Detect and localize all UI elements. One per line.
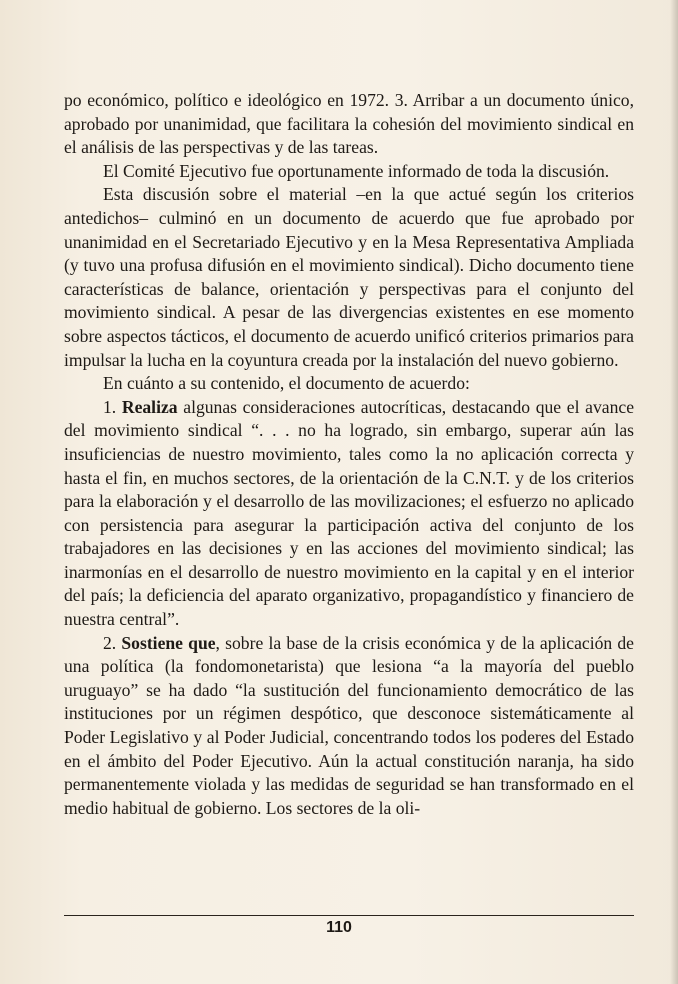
list-number: 2.: [103, 632, 122, 653]
paragraph-text: El Comité Ejecutivo fue oportunamente informado de toda la discusión.: [103, 160, 610, 181]
paragraph-text: En cuánto a su contenido, el documento de acuerdo:: [103, 373, 470, 394]
page-edge-shadow: [670, 0, 678, 984]
emphasized-verb: Realiza: [121, 396, 178, 417]
paragraph-1: [64, 89, 634, 160]
paragraph-6: [64, 632, 634, 821]
paragraph-text: Esta discusión sobre el material –en la que actué según los criterios antedichos– culminó en un documento de acuerdo que fue aprobado por unanimidad en el Secretariado Ejecutivo y en la Mesa Representativa Ampliada (y tuvo una profusa difusión en el movimiento sindical). Dicho documento tiene características de balance, orientación y perspectivas para el conjunto del movimiento sindical. A pesar de las divergencias existentes en ese momento sobre aspectos tácticos, el documento de acuerdo unificó criterios primarios para impulsar la lucha en la coyuntura creada por la instalación del nuevo gobierno.: [64, 184, 634, 370]
paragraph-2: [64, 160, 634, 184]
paragraph-3: [64, 183, 634, 372]
emphasized-verb: Sostiene que: [121, 632, 216, 653]
paragraph-4: [64, 372, 634, 396]
page-number: 110: [326, 919, 352, 936]
paragraph-text: po económico, político e ideológico en 1972. 3. Arribar a un documento único, aprobado por unanimidad, que facilitara la cohesión del movimiento sindical en el análisis de las perspectivas y de las tareas.: [64, 90, 634, 158]
footer-rule: [64, 915, 634, 916]
paragraph-text: , sobre la base de la crisis económica y de la aplicación de una política (la fondomonetarista) que lesiona “a la mayoría del pueblo uruguayo” se ha dado “la sustitución del funcionamiento democrático de las instituciones por un régimen despótico, que desconoce sistemáticamente al Poder Legislativo y al Poder Judicial, concentrando todos los poderes del Estado en el ámbito del Poder Ejecutivo. Aún la actual constitución naranja, ha sido permanentemente violada y las medidas de seguridad se han transformado en el medio habitual de gobierno. Los sectores de la oli-: [64, 632, 634, 818]
list-number: 1.: [103, 396, 122, 417]
paragraph-text: algunas consideraciones autocríticas, destacando que el avance del movimiento sindical “. . . no ha logrado, sin embargo, superar aún las insuficiencias de nuestro movimiento, tales como la no aplicación correcta y hasta el fin, en muchos sectores, de la orientación de la C.N.T. y de los criterios para la elaboración y el desarrollo de las movilizaciones; el esfuerzo no aplicado con persistencia para asegurar la participación activa del conjunto de los trabajadores en las decisiones y en las acciones del movimiento sindical; las inarmonías en el desarrollo de nuestro movimiento en la capital y en el interior del país; la deficiencia del aparato organizativo, propagandístico y financiero de nuestra central”.: [64, 396, 634, 630]
paragraph-5: [64, 396, 634, 632]
body-text: [64, 89, 634, 820]
